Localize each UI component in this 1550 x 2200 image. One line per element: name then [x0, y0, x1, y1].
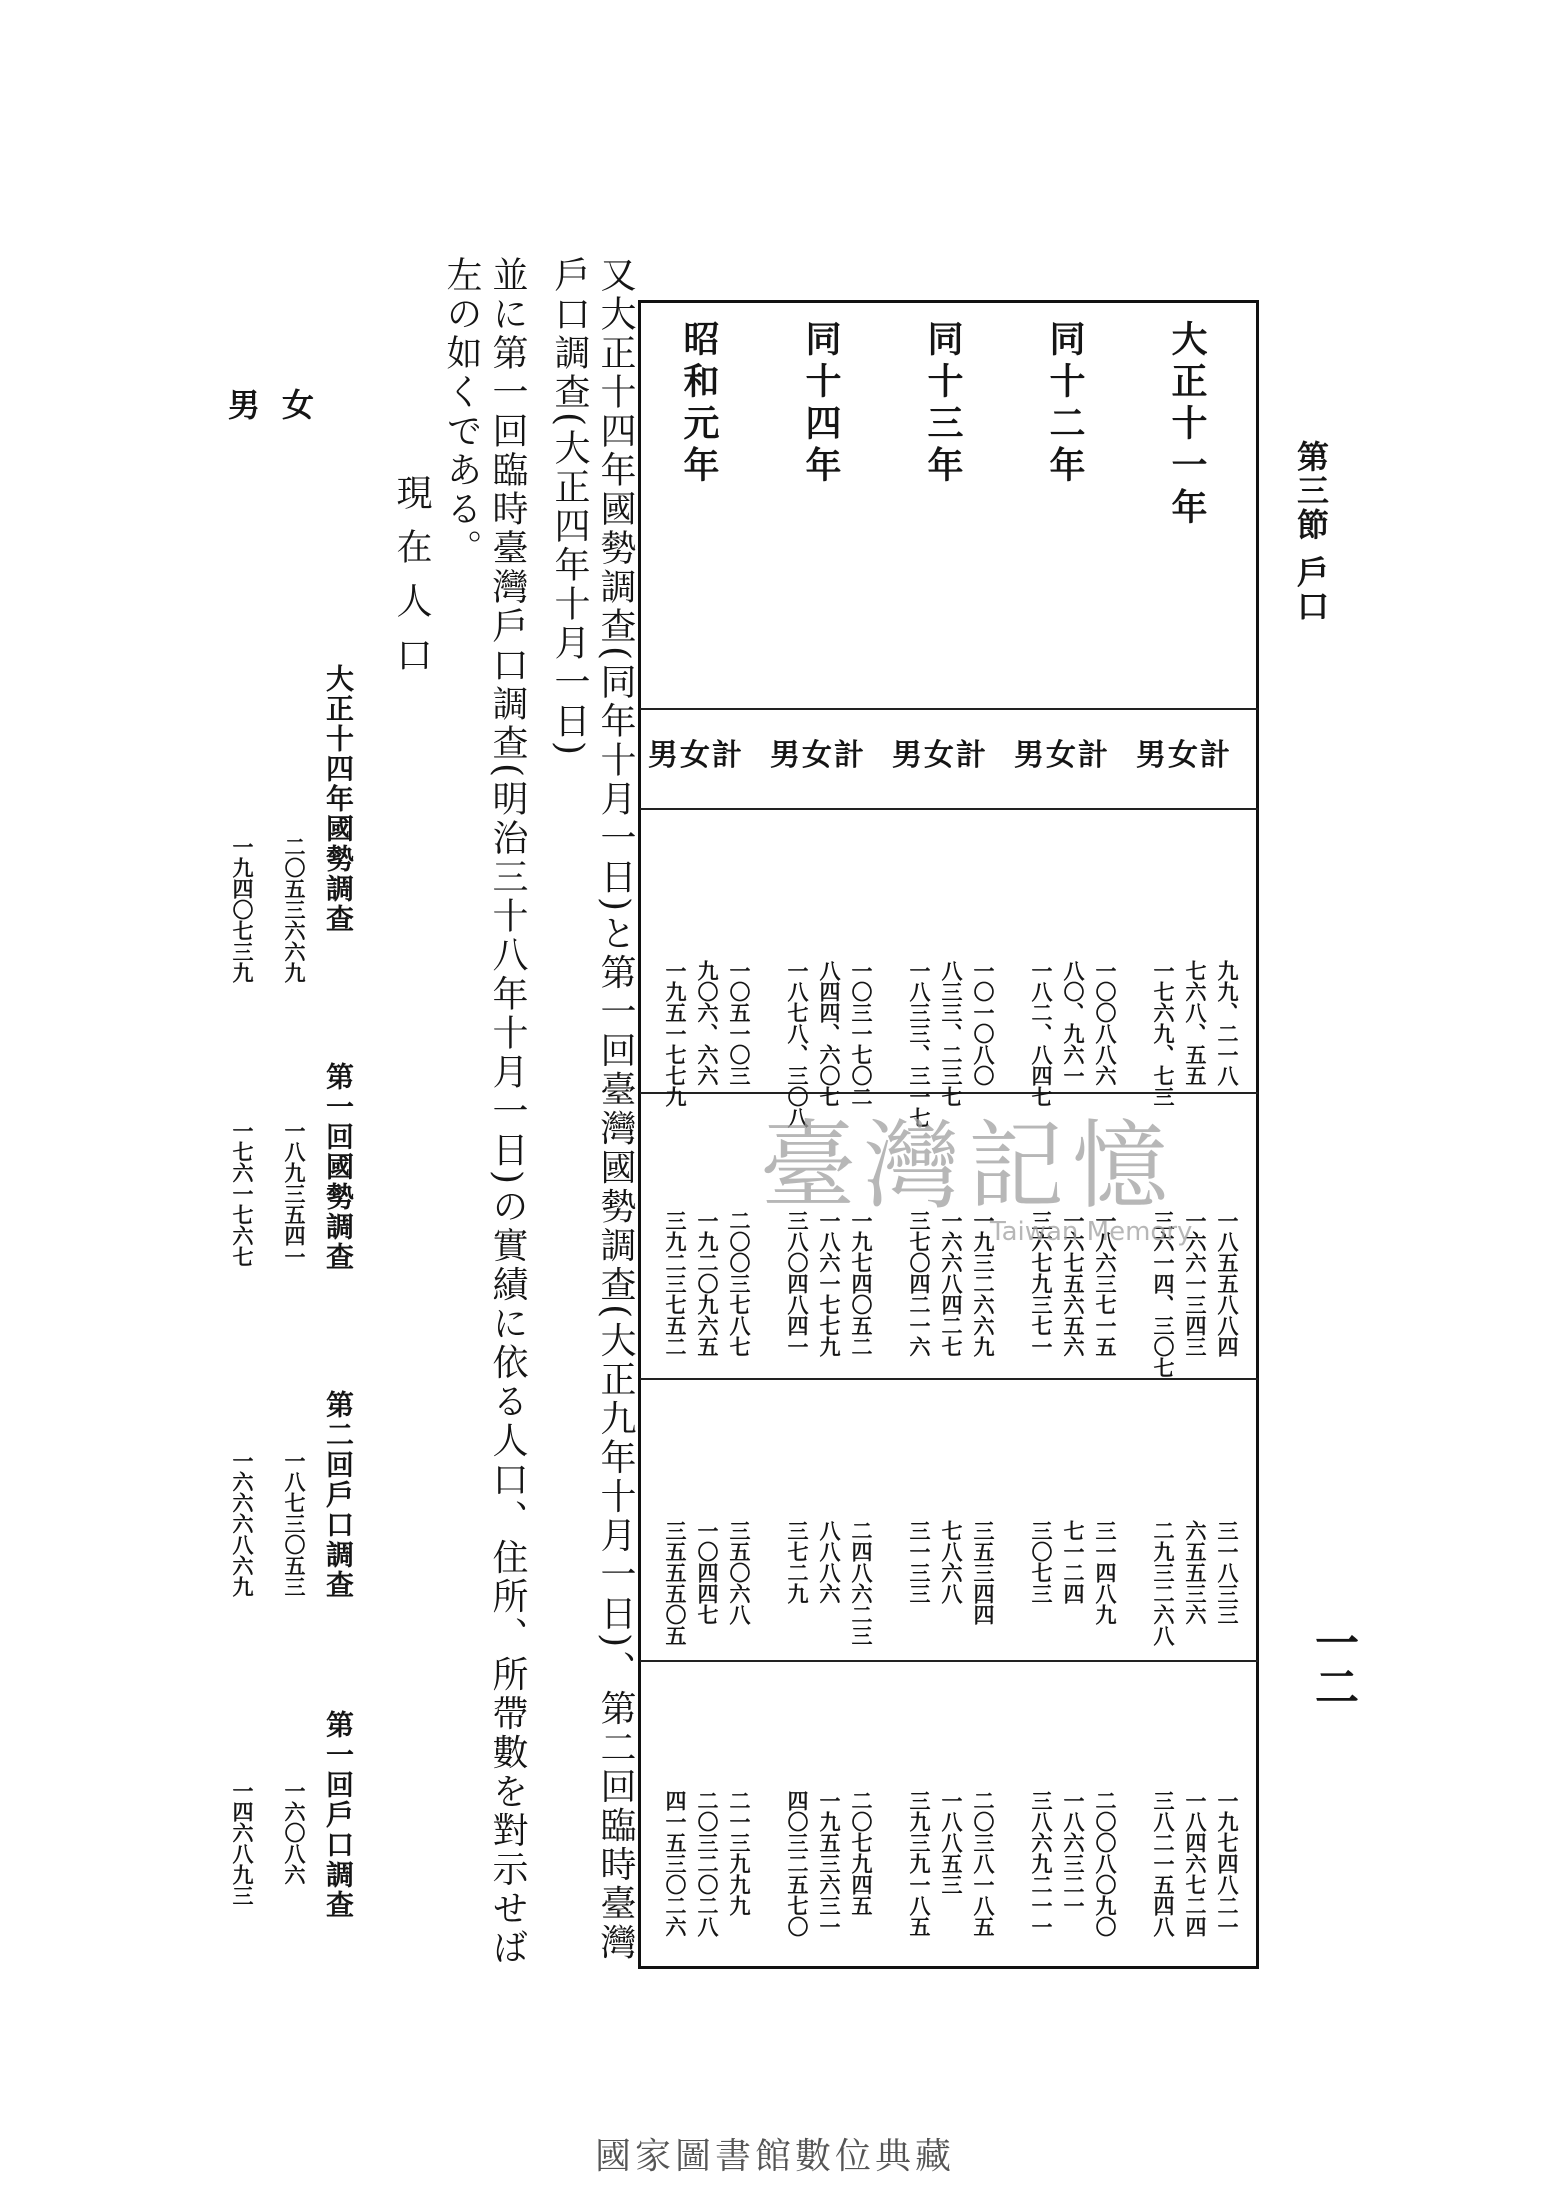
- table-cell-group: [652, 1210, 762, 1357]
- table-cell: 八三三、二三七: [939, 960, 964, 1107]
- table-cell-group: [896, 1790, 1006, 1937]
- comparison-header: 第一回國勢調查: [322, 1062, 355, 1272]
- table-cell: 四一五三〇二六: [663, 1790, 688, 1937]
- year-header: 同十二年: [1044, 320, 1086, 488]
- table-cell: 一八六一七七九: [817, 1210, 842, 1357]
- table-cell-group: [652, 1790, 762, 1937]
- table-divider-3: [640, 1660, 1258, 1662]
- table-cell: 二〇〇八〇九〇: [1093, 1790, 1118, 1937]
- table-cell: 九九、二一八: [1215, 960, 1240, 1086]
- comparison-female: 一九四〇七三九: [230, 836, 255, 983]
- table-cell: 一九三二六六九: [971, 1210, 996, 1357]
- watermark-text: 臺灣記憶: [760, 1110, 1176, 1222]
- table-cell: 一〇一〇八〇: [971, 960, 996, 1086]
- table-top-rule: [640, 300, 1258, 303]
- comparison-header: 第一回戶口調查: [322, 1710, 355, 1920]
- table-cell: 九〇六、六六: [695, 960, 720, 1086]
- table-cell: 一〇五一〇三: [727, 960, 752, 1086]
- table-cell-group: [1140, 960, 1250, 1107]
- table-cell-group: [1018, 1520, 1128, 1625]
- table-cell: 三一三三: [907, 1520, 932, 1604]
- comparison-female: 一四六八九三: [230, 1780, 255, 1906]
- table-divider-2: [640, 1378, 1258, 1380]
- table-cell: 三〇七三: [1029, 1520, 1054, 1604]
- table-cell-group: [774, 1520, 884, 1646]
- table-cell: 二〇三二〇二八: [695, 1790, 720, 1937]
- watermark: [760, 1090, 1192, 1247]
- table-cell: 三五三四四: [971, 1520, 996, 1625]
- table-cell: 三七二九: [785, 1520, 810, 1604]
- table-cell: 二〇三八一八五: [971, 1790, 996, 1937]
- table-cell: 七一二四: [1061, 1520, 1086, 1604]
- table-cell-group: [1140, 1790, 1250, 1937]
- table-cell: 三一八三三: [1215, 1520, 1240, 1625]
- body-paragraph-1: 又大正十四年國勢調查(同年十月一日)と第一回臺灣國勢調查(大正九年十月一日)、第二回臨時臺灣戶口調查(大正四年十月一日): [549, 256, 636, 1963]
- table-cell-group: [1018, 960, 1128, 1107]
- table-cell: 七六八、五五: [1183, 960, 1208, 1086]
- table-cell: 一八六三七一五: [1093, 1210, 1118, 1357]
- sex-label: 男女計: [770, 738, 866, 773]
- table-cell: 三八六九二一一: [1029, 1790, 1054, 1937]
- table-header-rule: [640, 708, 1258, 710]
- body-paragraph-2: 並に第一回臨時臺灣戶口調查(明治三十八年十月一日)の實績に依る人口、住所、所帶數を對示せば左の如くである。: [441, 256, 528, 1968]
- table-left-border: [638, 300, 641, 1969]
- table-cell: 一六六一三四三: [1183, 1210, 1208, 1357]
- table-cell: 一六六八四二七: [939, 1210, 964, 1357]
- table-cell: 七八六八: [939, 1520, 964, 1604]
- comparison-male: 一八七三〇五三: [282, 1450, 307, 1597]
- table-cell: 一六七五六五六: [1061, 1210, 1086, 1357]
- table-cell: 三九二三七五二: [663, 1210, 688, 1357]
- table-cell: 三八〇四八四一: [785, 1210, 810, 1357]
- table-cell: 二一三九九九: [727, 1790, 752, 1916]
- table-cell: 一〇〇八八六: [1093, 960, 1118, 1086]
- table-cell: 二〇七九四五: [849, 1790, 874, 1916]
- comparison-row-labels: 男女: [228, 386, 337, 424]
- table-cell: 二九三二六八: [1151, 1520, 1176, 1646]
- table-cell-group: [1018, 1790, 1128, 1937]
- table-cell: 一八六三二一: [1061, 1790, 1086, 1916]
- comparison-header: 第二回戶口調查: [322, 1390, 355, 1600]
- table-cell-group: [896, 1520, 1006, 1625]
- section-subheading: 現在人口: [391, 474, 432, 690]
- table-cell: 一八三三、三一七: [907, 960, 932, 1128]
- comparison-female: 一六六六八六九: [230, 1450, 255, 1597]
- table-cell: 一〇三一七〇二: [849, 960, 874, 1107]
- table-cell: 三五〇六八: [727, 1520, 752, 1625]
- table-cell: 一八七八、三〇八: [785, 960, 810, 1128]
- sex-label: 男女計: [1136, 738, 1232, 773]
- table-sex-rule: [640, 808, 1258, 810]
- table-cell-group: [1140, 1520, 1250, 1646]
- table-cell: 三六一四、三〇七: [1151, 1210, 1176, 1378]
- table-cell: 三七〇四二一六: [907, 1210, 932, 1357]
- year-header: 同十四年: [800, 320, 842, 488]
- table-cell: 一〇四四七: [695, 1520, 720, 1625]
- table-cell: 八〇、九六一: [1061, 960, 1086, 1086]
- table-cell: 一七六九、七三: [1151, 960, 1176, 1107]
- table-cell: 二〇〇三七八七: [727, 1210, 752, 1357]
- table-cell: 三九三九一八五: [907, 1790, 932, 1937]
- table-cell: 一九五三六三一: [817, 1790, 842, 1937]
- sex-label: 男女計: [892, 738, 988, 773]
- table-cell: 一八八五三: [939, 1790, 964, 1895]
- table-cell: 三五五五〇五: [663, 1520, 688, 1646]
- table-cell: 三六七九三七一: [1029, 1210, 1054, 1357]
- table-cell: 六五五三六: [1183, 1520, 1208, 1625]
- comparison-header: 大正十四年國勢調查: [322, 664, 355, 934]
- table-cell: 八八八六: [817, 1520, 842, 1604]
- comparison-female: 一七六一七六七: [230, 1120, 255, 1267]
- table-cell: 二四八六二三: [849, 1520, 874, 1646]
- table-cell-group: [774, 1790, 884, 1937]
- table-cell: 一八二、八四七: [1029, 960, 1054, 1107]
- table-cell: 一九五一七七九: [663, 960, 688, 1107]
- page-number: 一二: [1307, 1620, 1358, 1708]
- table-cell: 一八四六七二四: [1183, 1790, 1208, 1937]
- year-header: 同十三年: [922, 320, 964, 488]
- table-right-border: [1256, 300, 1259, 1969]
- table-bottom-rule: [640, 1966, 1258, 1969]
- sex-label: 男女計: [1014, 738, 1110, 773]
- table-cell: 一九七四〇五二: [849, 1210, 874, 1357]
- table-cell: 四〇三二五七〇: [785, 1790, 810, 1937]
- footer-credit: 國家圖書館數位典藏: [594, 2136, 955, 2177]
- table-cell: 三八二一五四八: [1151, 1790, 1176, 1937]
- comparison-male: 二〇五三六六九: [282, 836, 307, 983]
- comparison-male: 一六〇八六: [282, 1780, 307, 1885]
- table-cell-group: [652, 1520, 762, 1646]
- table-cell: 三一四八九: [1093, 1520, 1118, 1625]
- table-cell: 一九二〇九六五: [695, 1210, 720, 1357]
- year-header: 昭和元年: [678, 320, 720, 488]
- table-cell: 一八五五八八四: [1215, 1210, 1240, 1357]
- table-cell: 八四四、六〇七: [817, 960, 842, 1107]
- sex-label: 男女計: [648, 738, 744, 773]
- comparison-male: 一八九三五四一: [282, 1120, 307, 1267]
- table-cell: 一九七四八二一: [1215, 1790, 1240, 1937]
- watermark-subtext: Taiwan Memory: [990, 1217, 1193, 1247]
- year-header: 大正十一年: [1166, 320, 1208, 530]
- table-cell-group: [652, 960, 762, 1107]
- section-title: 第三節 戶口: [1292, 440, 1330, 624]
